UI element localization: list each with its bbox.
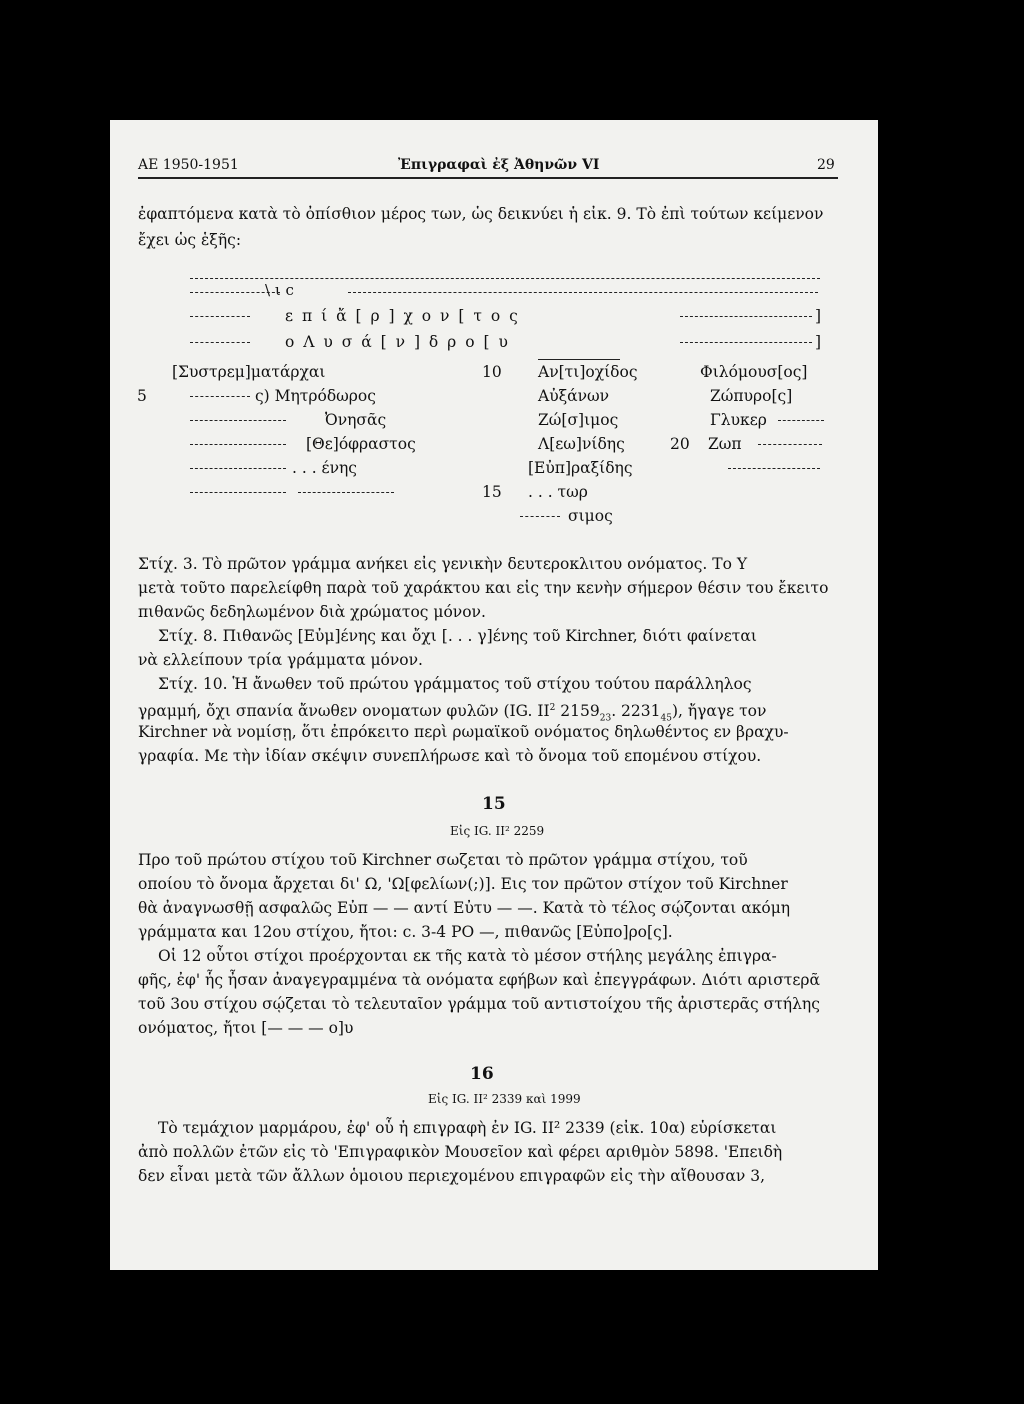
inscription-name: [Εὐπ]ραξίδης [528, 459, 633, 477]
bracket-close: ] [815, 333, 822, 351]
body-line: ἀπὸ πολλῶν ἐτῶν εἰς τὸ 'Επιγραφικὸν Μουσεῖον καὶ φέρει αριθμὸν 5898. 'Επειδὴ [138, 1143, 783, 1161]
body-line: φῆς, ἐφ' ἧς ἦσαν ἀναγεγραμμένα τὰ ονόματα εφήβων καὶ ἐπεγγράφων. Διότι αριστερᾶ [138, 971, 820, 989]
intro-line-2: ἔχει ὡς ἑξῆς: [138, 231, 242, 249]
lacuna-line [758, 444, 822, 445]
body-line: οποίου τὸ ὄνομα ἄρχεται δι' Ω, 'Ω[φελίων(;)]. Εις τον πρῶτον στίχον τοῦ Kirchner [138, 875, 788, 893]
journal-reference: ΑΕ 1950-1951 [138, 157, 239, 173]
line-number: 5 [137, 387, 147, 405]
inscription-name: [Συστρεμ]ματάρχαι [172, 363, 326, 381]
section-number: 15 [482, 794, 506, 814]
lacuna-line [520, 516, 560, 517]
inscription-row: ο Λ υ σ ά [ ν ] δ ρ ο [ υ [285, 333, 510, 351]
inscription-name: Ζώπυρο[ς] [710, 387, 793, 405]
commentary-line: Στίχ. 8. Πιθανῶς [Εὐμ]ένης και ὄχι [. . . γ]ένης τοῦ Kirchner, διότι φαίνεται [158, 627, 757, 645]
inscription-name: Ζώ[σ]ιμος [538, 411, 619, 429]
lacuna-line [190, 468, 286, 469]
lacuna-line [348, 292, 818, 293]
page-number: 29 [817, 157, 835, 173]
body-line: δεν εἶναι μετὰ τῶν ἄλλων ὁμοιου περιεχομένου επιγραφῶν εἰς τὴν αἴθουσαν 3, [138, 1167, 766, 1185]
body-line: Προ τοῦ πρώτου στίχου τοῦ Kirchner σωζεται τὸ πρῶτον γράμμα στίχου, τοῦ [138, 851, 748, 869]
body-line: ονόματος, ἤτοι [— — — ο]υ [138, 1019, 354, 1037]
inscription-name: Γλυκερ [710, 411, 767, 429]
section-reference: Εἰς IG. II² 2339 καὶ 1999 [428, 1092, 581, 1106]
lacuna-line [728, 468, 820, 469]
lacuna-line [190, 396, 250, 397]
section-number: 16 [470, 1064, 494, 1084]
inscription-name: [Θε]όφραστος [306, 435, 416, 453]
commentary-line: πιθανῶς δεδηλωμένον διὰ χρώματος μόνον. [138, 603, 486, 621]
commentary-line: Στίχ. 10. Ἡ ἄνωθεν τοῦ πρώτου γράμματος τοῦ στίχου τούτου παράλληλος [158, 675, 752, 693]
body-line: Τὸ τεμάχιον μαρμάρου, ἐφ' οὗ ἡ επιγραφὴ ἐν IG. II² 2339 (εἰκ. 10α) εὑρίσκεται [158, 1119, 777, 1137]
commentary-line: Kirchner νὰ νομίσῃ, ὅτι ἐπρόκειτο περὶ ρωμαϊκοῦ ονόματος δηλωθέντος εν βραχυ- [138, 723, 789, 741]
lacuna-line [190, 316, 250, 317]
lacuna-line [190, 420, 286, 421]
commentary-line: μετὰ τοῦτο παρελείφθη παρὰ τοῦ χαράκτου και εἰς την κενὴν σήμερον θέσιν του ἔκειτο [138, 579, 829, 597]
inscription-name: Φιλόμουσ[ος] [700, 363, 808, 381]
inscription-row: \ ι c [265, 281, 294, 299]
line-number: 10 [482, 363, 502, 381]
bracket-close: ] [815, 307, 822, 325]
inscription-name: . . . ένης [292, 459, 357, 477]
header-rule [138, 177, 838, 179]
inscription-name: Αν[τι]οχίδος [538, 363, 638, 381]
inscription-name: σιμος [568, 507, 613, 525]
commentary-line: γραφία. Με τὴν ἰδίαν σκέψιν συνεπλήρωσε καὶ τὸ ὄνομα τοῦ επομένου στίχου. [138, 747, 762, 765]
lacuna-line [680, 342, 812, 343]
lacuna-line [298, 492, 394, 493]
inscription-row: ε π ί ἄ [ ρ ] χ ο ν [ τ ο ς [285, 307, 520, 325]
inscription-name: Λ[εω]νίδης [538, 435, 625, 453]
body-line: γράμματα και 12ου στίχου, ἤτοι: c. 3-4 PO —, πιθανῶς [Εὐπο]ρο[ς]. [138, 923, 673, 941]
running-title: Ἐπιγραφαὶ ἐξ Ἀθηνῶν VI [398, 157, 600, 173]
body-line: τοῦ 3ου στίχου σῴζεται τὸ τελευταῖον γράμμα τοῦ αντιστοίχου τῆς ἀριστερᾶς στήλης [138, 995, 820, 1013]
line-number: 15 [482, 483, 502, 501]
body-line: Οἱ 12 οὗτοι στίχοι προέρχονται εκ τῆς κατὰ τὸ μέσον στήλης μεγάλης ἐπιγρα- [158, 947, 777, 965]
inscription-name: ς) Μητρόδωρος [255, 387, 376, 405]
intro-line-1: ἐφαπτόμενα κατὰ τὸ ὀπίσθιον μέρος των, ὡς δεικνύει ἡ εἰκ. 9. Τὸ ἐπὶ τούτων κείμενον [138, 205, 824, 223]
inscription-name: Αὐξάνων [538, 387, 610, 405]
lacuna-line [190, 444, 286, 445]
lacuna-line [778, 420, 824, 421]
lacuna-line [190, 342, 250, 343]
lacuna-line [680, 316, 812, 317]
inscription-name: Ὀνησᾶς [325, 411, 387, 429]
body-line: θὰ ἀναγνωσθῇ ασφαλῶς Εὐπ — — αντί Εὐτυ — —. Κατὰ τὸ τέλος σῴζονται ακόμη [138, 899, 791, 917]
commentary-line: Στίχ. 3. Τὸ πρῶτον γράμμα ανήκει εἰς γενικὴν δευτεροκλιτου ονόματος. Το Υ [138, 555, 748, 573]
inscription-name: . . . τωρ [528, 483, 588, 501]
inscription-name: Ζωπ [708, 435, 742, 453]
section-reference: Εἰς IG. II² 2259 [450, 824, 545, 838]
line-number: 20 [670, 435, 690, 453]
book-page [110, 120, 878, 1270]
commentary-line: γραμμή, ὄχι σπανία ἄνωθεν ονοματων φυλῶν (IG. $II^2$ $2159_{23}$. $2231_{45}$), ἤγαγε τον [138, 702, 767, 724]
lacuna-line [190, 256, 820, 279]
lacuna-line [190, 292, 280, 293]
commentary-line: νὰ ελλείπουν τρία γράμματα μόνον. [138, 651, 423, 669]
lacuna-line [190, 492, 286, 493]
